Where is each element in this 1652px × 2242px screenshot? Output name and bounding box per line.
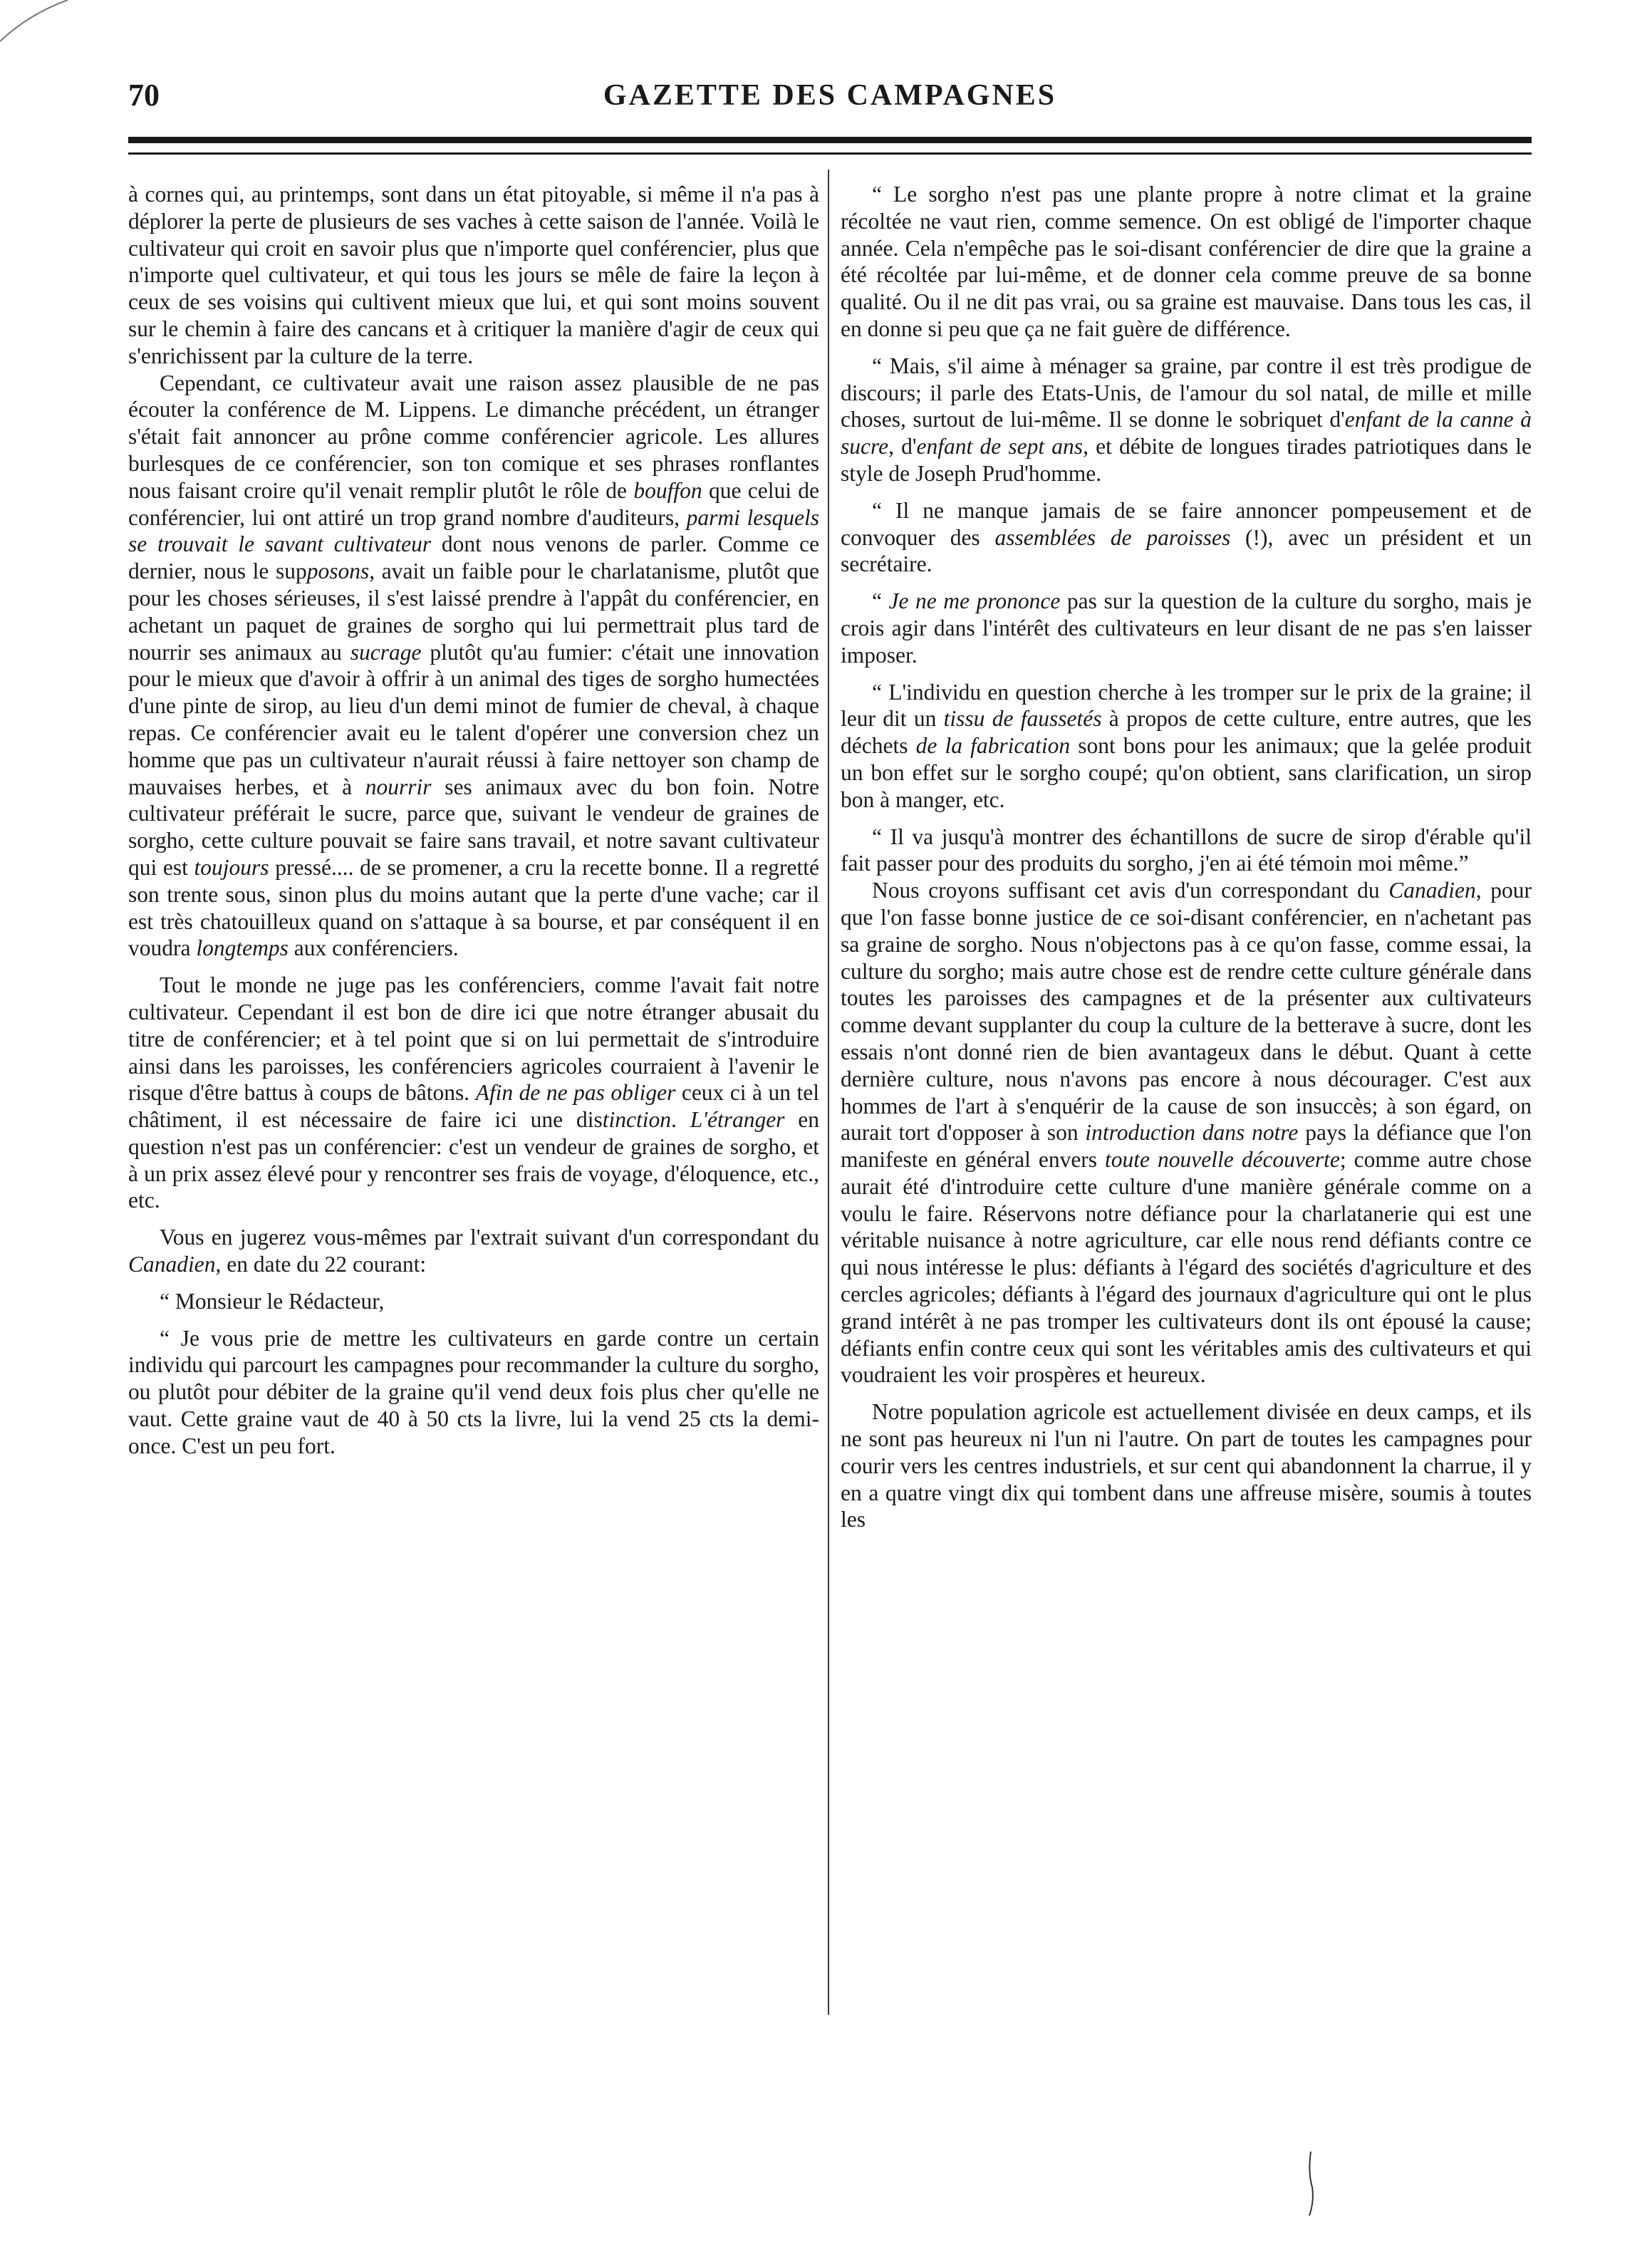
header-rule-thin — [128, 152, 1532, 155]
page-header — [128, 77, 1532, 120]
left-column — [128, 181, 819, 1460]
scan-edge-mark — [0, 0, 128, 43]
column-divider — [828, 170, 829, 2015]
quoted-paragraph: “ Il ne manque jamais de se faire annoncer pompeusement et de convoquer des assemblées de paroisses (!), avec un président et un secrétaire. — [841, 497, 1532, 577]
letter-salutation: “ Monsieur le Rédacteur, — [160, 1288, 385, 1314]
quoted-paragraph: “ Je ne me prononce pas sur la question de la culture du sorgho, mais je crois agir dans l'intérêt des cultivateurs en leur disant de ne pas s'en laisser imposer. — [841, 588, 1532, 668]
quoted-paragraph: “ Le sorgho n'est pas une plante propre à notre climat et la graine récoltée ne vaut rien, comme semence. On est obligé de l'importer chaque année. Cela n'empêche pas le soi-disant conférencier de dire que la graine a été récoltée par lui-même, et de donner cela comme preuve de sa bonne qualité. Ou il ne dit pas vrai, ou sa graine est mauvaise. Dans tous les cas, il en donne si peu que ça ne fait guère de différence. — [841, 182, 1532, 341]
margin-pen-mark — [1304, 2152, 1318, 2216]
paragraph: Cependant, ce cultivateur avait une raison assez plausible de ne pas écouter la conférence de M. Lippens. Le dimanche précédent, un étranger s'était fait annoncer au prône comme conférencier agricole. Les allures burlesques de ce conférencier, son ton comique et ses phrases ronflantes nous faisant croire qu'il venait remplir plutôt le rôle de bouffon que celui de conférencier, lui ont attiré un trop grand nombre d'auditeurs, parmi lesquels se trouvait le savant cultivateur dont nous venons de parler. Comme ce dernier, nous le supposons, avait un faible pour le charlatanisme, plutôt que pour les choses sérieuses, il s'est laissé prendre à l'appât du conférencier, en achetant un paquet de graines de sorgho qui lui permettrait plus tard de nourrir ses animaux au sucrage plutôt qu'au fumier: c'était une innovation pour le mieux que d'avoir à offrir à un animal des tiges de sorgho humectées d'une pinte de sirop, au lieu d'un demi minot de fumier de cheval, à chaque repas. Ce conférencier avait eu le talent d'opérer une conversion chez un homme que pas un cultivateur n'aurait réussi à faire nettoyer son champ de mauvaises herbes, et à nourrir ses animaux avec du bon foin. Notre cultivateur préférait le sucre, parce que, suivant le vendeur de graines de sorgho, cette culture pouvait se faire sans travail, et notre savant cultivateur qui est toujours pressé.... de se promener, a cru la recette bonne. Il a regretté son trente sous, sinon plus du moins autant que la perte d'une vache; car il est très chatouilleux quand on s'attaque à sa bourse, et par conséquent il en voudra longtemps aux conférenciers. — [128, 370, 820, 961]
quoted-paragraph: “ L'individu en question cherche à les tromper sur le prix de la graine; il leur dit un tissu de faussetés à propos de cette culture, entre autres, que les déchets de la fabrication sont bons pour les animaux; que la gelée produit un bon effet sur le sorgho coupé; qu'on obtient, sans clarification, un sirop bon à manger, etc. — [841, 679, 1532, 812]
paragraph: Nous croyons suffisant cet avis d'un correspondant du Canadien, pour que l'on fasse bonne justice de ce soi-disant conférencier, en n'achetant pas sa graine de sorgho. Nous n'objectons pas à ce qu'on fasse, comme essai, la culture du sorgho; mais autre chose est de rendre cette culture générale dans toutes les paroisses des campagnes et de la présenter aux cultivateurs comme devant supplanter du coup la culture de la betterave à sucre, dont les essais n'ont donné rien de bien avantageux dans le début. Quant à cette dernière culture, nous n'avons pas encore à nous décourager. C'est aux hommes de l'art à s'enquérir de la cause de son insuccès; à son égard, on aurait tort d'opposer à son introduction dans notre pays la défiance que l'on manifeste en général envers toute nouvelle découverte; comme autre chose aurait été d'introduire cette culture d'une manière générale comme on a voulu le faire. Réservons notre défiance pour la charlatanerie qui est une véritable nuisance à notre agriculture, car elle nous rend défiants contre ce qui nous intéresse le plus: défiants à l'égard des sociétés d'agriculture et des cercles agricoles; défiants à l'égard des journaux d'agriculture qui ont le plus grand intérêt à ne pas tromper les cultivateurs dont ils ont épousé la cause; défiants enfin contre ceux qui sont les véritables amis des cultivateurs et qui voudraient les voir prospères et heureux. — [841, 878, 1532, 1388]
quoted-paragraph: “ Il va jusqu'à montrer des échantillons de sucre de sirop d'érable qu'il fait passer pour des produits du sorgho, j'en ai été témoin moi même.” — [841, 824, 1532, 876]
header-rule-thick — [128, 137, 1532, 143]
quoted-paragraph: “ Mais, s'il aime à ménager sa graine, par contre il est très prodigue de discours; il parle des Etats-Unis, de l'amour du sol natal, de mille et mille choses, surtout de lui-même. Il se donne le sobriquet d'enfant de la canne à sucre, d'enfant de sept ans, et débite de longues tirades patriotiques dans le style de Joseph Prud'homme. — [841, 353, 1532, 486]
page-number: 70 — [128, 78, 160, 113]
paragraph: à cornes qui, au printemps, sont dans un état pitoyable, si même il n'a pas à déplorer la perte de plusieurs de ses vaches à cette saison de l'année. Voilà le cultivateur qui croit en savoir plus que n'importe quel conférencier, plus que n'importe quel cultivateur, et qui tous les jours se mêle de faire la leçon à ceux de ses voisins qui cultivent mieux que lui, et qui sont moins souvent sur le chemin à faire des cancans et à critiquer la manière d'agir de ceux qui s'enrichissent par la culture de la terre. — [128, 182, 819, 368]
paragraph: Notre population agricole est actuellement divisée en deux camps, et ils ne sont pas heureux ni l'un ni l'autre. On part de toutes les campagnes pour courir vers les centres industriels, et sur cent qui abandonnent la charrue, il y en a quatre vingt dix qui tombent dans une affreuse misère, soumis à toutes les — [841, 1399, 1532, 1532]
right-column — [841, 181, 1532, 1533]
running-title: GAZETTE DES CAMPAGNES — [603, 79, 1057, 112]
paragraph: Tout le monde ne juge pas les conférenciers, comme l'avait fait notre cultivateur. Cependant il est bon de dire ici que notre étranger abusait du titre de conférencier; et à tel point que si on lui permettait de s'introduire ainsi dans les paroisses, les conférenciers agricoles courraient à l'avenir le risque d'être battus à coups de bâtons. Afin de ne pas obliger ceux ci à un tel châtiment, il est nécessaire de faire ici une distinction. L'étranger en question n'est pas un conférencier: c'est un vendeur de graines de sorgho, et à un prix assez élevé pour y rencontrer ses frais de voyage, d'éloquence, etc., etc. — [128, 972, 820, 1213]
quoted-paragraph: “ Je vous prie de mettre les cultivateurs en garde contre un certain individu qui parcourt les campagnes pour recommander la culture du sorgho, ou plutôt pour débiter de la graine qu'il vend deux fois plus cher qu'elle ne vaut. Cette graine vaut de 40 à 50 cts la livre, lui la vend 25 cts la demi-once. C'est un peu fort. — [128, 1325, 819, 1458]
paragraph: Vous en jugerez vous-mêmes par l'extrait suivant d'un correspondant du Canadien, en date du 22 courant: — [128, 1225, 819, 1277]
